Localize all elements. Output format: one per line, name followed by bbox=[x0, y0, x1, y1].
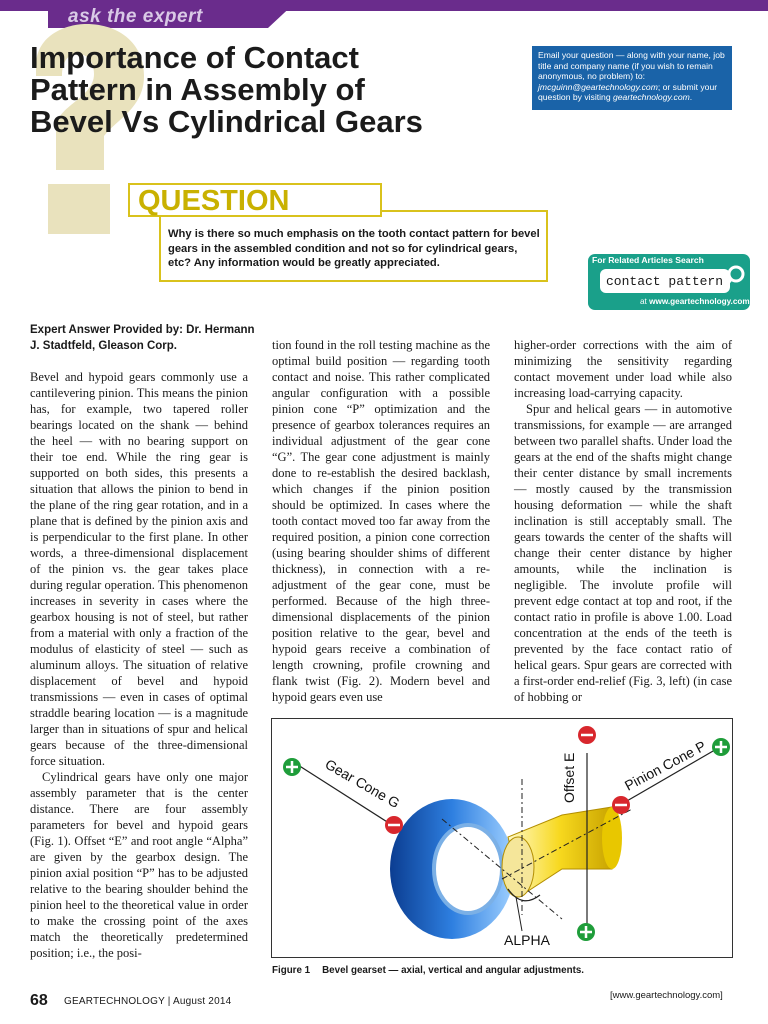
title-line-3: Bevel Vs Cylindrical Gears bbox=[30, 104, 423, 139]
minus-icon bbox=[385, 816, 403, 834]
figure-1 bbox=[271, 718, 733, 958]
column-2 bbox=[272, 337, 490, 705]
section-kicker: ask the expert bbox=[68, 6, 203, 27]
related-search-term[interactable]: contact pattern bbox=[606, 274, 724, 289]
byline: Expert Answer Provided by: Dr. Hermann J. Stadtfeld, Gleason Corp. bbox=[30, 324, 255, 352]
minus-icon bbox=[612, 796, 630, 814]
plus-icon bbox=[712, 738, 730, 756]
related-url[interactable] bbox=[640, 297, 750, 306]
column-1 bbox=[30, 369, 248, 961]
email-text-1: Email your question — along with your name, job title and company name (if you wish to remain anonymous, no problem) to: bbox=[538, 50, 725, 81]
title-line-2: Pattern in Assembly of bbox=[30, 72, 365, 107]
figure-caption bbox=[272, 965, 584, 976]
email-question-box bbox=[532, 46, 732, 110]
pinion-cone-label: Pinion Cone P bbox=[621, 737, 709, 794]
paragraph: Bevel and hypoid gears commonly use a cantilevering pinion. This means the pinion has, for example, two tapered roller bearings located on the shank — behind the heel — with no bearing support on their toe end. While the ring gear is supported on both sides, this presents a situation that allows the pinion to bend in the plane of the ring gear rotation, and in a plane that is defined by the pinion axis and is perpendicular to the first plane. In other words, a three-dimensional displacement of the pinion vs. the gear takes place during regular operation. This phenomenon increases in severity in cases where the gearbox housing is not of steel, but rather from a material with only a fraction of the modulus of elasticity of steel — such as aluminum alloys. The situation of relative displacement of bevel and hypoid transmissions — even in cases of optimal straddle bearing location — is a magnitude larger than in situations of spur and helical gears because of the three-dimensional force situation. bbox=[30, 370, 248, 768]
paragraph: Spur and helical gears — in automotive transmissions, for example — are arranged between two parallel shafts. Under load the gears at the end of the shafts might change their center distance by small increments — mostly caused by the transmission housing deformation — while the shaft inclination is still acceptably small. The gears towards the center of the shafts will change their center distance by higher amounts, while the inclination is negligible. The involute profile will prevent edge contact at top and root, if the contact ratio in profile is above 1.00. Load concentration at the ends of the teeth is prevented by the face contact ratio of helical gears. Spur gears are corrected with a first-order end-relief (Fig. 3, left) (in case of hobbing or bbox=[514, 402, 732, 704]
plus-icon bbox=[577, 923, 595, 941]
alpha-label: ALPHA bbox=[504, 932, 550, 948]
email-link[interactable]: jmcguinn@geartechnology.com bbox=[538, 81, 658, 92]
related-title: For Related Articles Search bbox=[592, 255, 704, 265]
offset-label: Offset E bbox=[561, 752, 577, 803]
column-3 bbox=[514, 337, 732, 705]
related-at-url[interactable]: www.geartechnology.com bbox=[649, 297, 750, 306]
title-line-1: Importance of Contact bbox=[30, 40, 359, 75]
bevel-gearset-diagram bbox=[272, 719, 732, 957]
question-text: Why is there so much emphasis on the tooth contact pattern for bevel gears in the assembled condition and not so for cylindrical gears, etc? Any information would be greatly appreciated. bbox=[168, 228, 540, 269]
minus-icon bbox=[578, 726, 596, 744]
figure-caption-text: Bevel gearset — axial, vertical and angular adjustments. bbox=[322, 965, 585, 976]
footer-url[interactable]: [www.geartechnology.com] bbox=[610, 990, 723, 1001]
gear-cone-label: Gear Cone G bbox=[322, 755, 403, 812]
site-link[interactable]: geartechnology.com bbox=[613, 92, 690, 102]
page-number: 68 bbox=[30, 992, 48, 1009]
email-text-3: . bbox=[689, 92, 693, 102]
article-title bbox=[30, 42, 500, 138]
paragraph: higher-order corrections with the aim of minimizing the sensitivity regarding contact movement under load while also increasing load-carrying capacity. bbox=[514, 338, 732, 400]
paragraph: Cylindrical gears have only one major assembly parameter that is the center distance. There are four assembly parameters for bevel and hypoid gears (Fig. 1). Offset “E” and root angle “Alpha” are given by the gearbox design. The pinion axial position “P” has to be adjusted relative to the bearing shoulder behind the pinion heel to the theoretical value in order to make the crossing point of the axes match the theoretically predetermined position; i.e., the posi- bbox=[30, 770, 248, 960]
figure-caption-label: Figure 1 bbox=[272, 965, 311, 976]
question-heading: QUESTION bbox=[138, 185, 290, 217]
paragraph: tion found in the roll testing machine as the optimal build position — regarding tooth contact and noise. This rather complicated angular configuration with a possible pinion cone “P” optimization and the presence of gearbox tolerances requires an individual adjustment of the gear cone “G”. The gear cone adjustment is mainly done to re-establish the desired backlash, which changes if the pinion position should be optimized. In cases where the tooth contact moved too far away from the required position, a pinion cone correction (using bearing shoulder shims of different thickness), in connection with a re-adjustment of the gear cone, must be performed. Because of the high three-dimensional displacements of the pinion position relative to the gear, bevel and hypoid gears receive a combination of length crowning, profile crowning and flank twist (Fig. 2). Modern bevel and hypoid gears even use bbox=[272, 338, 490, 704]
ring-gear bbox=[390, 799, 514, 939]
magazine-issue: GEARTECHNOLOGY | August 2014 bbox=[64, 996, 232, 1007]
email-text-2: ; or submit your question by visiting bbox=[538, 81, 718, 102]
plus-icon bbox=[283, 758, 301, 776]
question-heading-box bbox=[128, 183, 382, 217]
related-at: at bbox=[640, 297, 650, 306]
